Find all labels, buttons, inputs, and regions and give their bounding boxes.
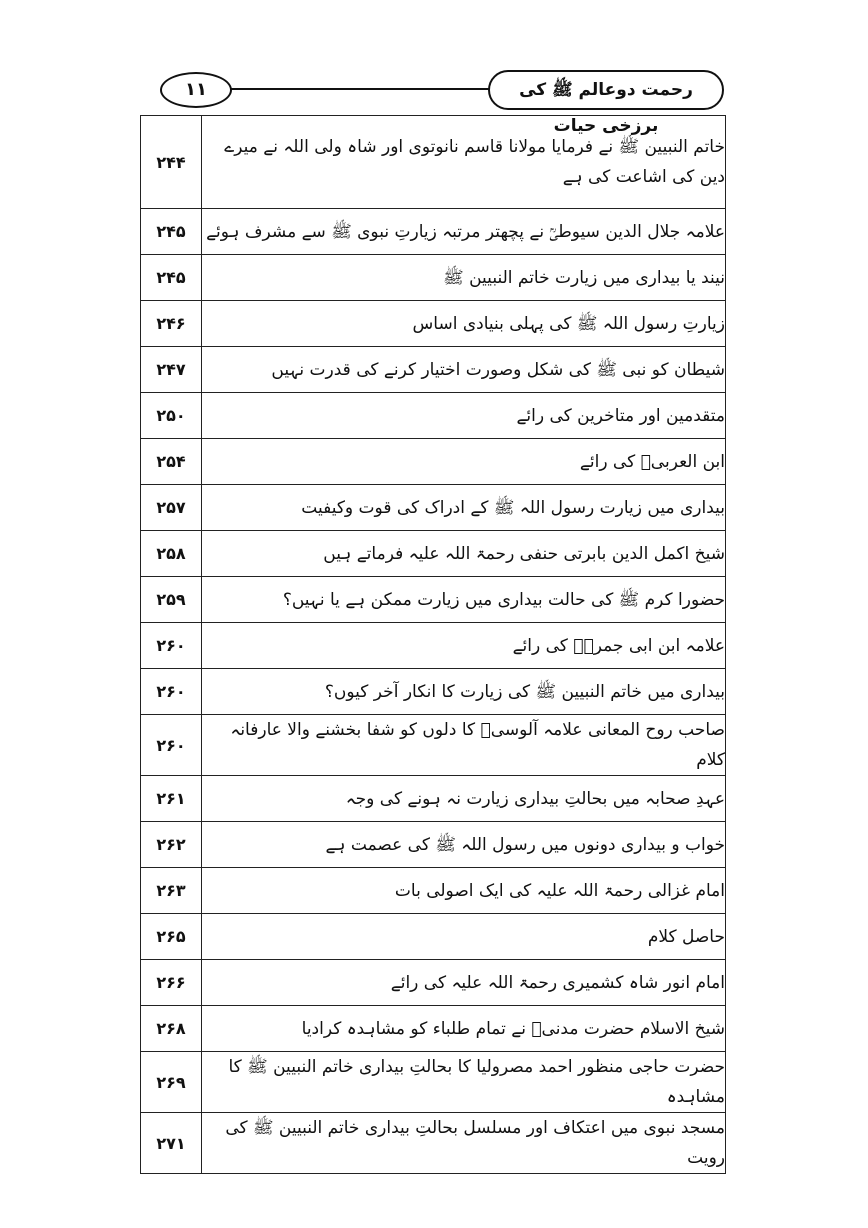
toc-entry-title: مسجد نبوی میں اعتکاف اور مسلسل بحالتِ بیداری خاتم النبیین ﷺ کی رویت — [202, 1113, 726, 1174]
toc-entry-title: شیخ اکمل الدین بابرتی حنفی رحمۃ اللہ علیہ فرماتے ہیں — [202, 531, 726, 577]
toc-entry-title: حضورا کرم ﷺ کی حالت بیداری میں زیارت ممکن ہے یا نہیں؟ — [202, 577, 726, 623]
toc-page-number: ۲۷۱ — [141, 1113, 202, 1174]
toc-row — [141, 1006, 726, 1052]
toc-row — [141, 577, 726, 623]
toc-row — [141, 531, 726, 577]
toc-page-number: ۲۶۱ — [141, 776, 202, 822]
toc-page-number: ۲۶۲ — [141, 822, 202, 868]
toc-row — [141, 822, 726, 868]
toc-page-number: ۲۴۶ — [141, 301, 202, 347]
toc-page-number: ۲۵۰ — [141, 393, 202, 439]
toc-row — [141, 715, 726, 776]
toc-entry-title: شیخ الاسلام حضرت مدنیؒ نے تمام طلباء کو مشاہدہ کرادیا — [202, 1006, 726, 1052]
toc-page-number: ۲۵۸ — [141, 531, 202, 577]
toc-row — [141, 623, 726, 669]
toc-entry-title: خواب و بیداری دونوں میں رسول اللہ ﷺ کی عصمت ہے — [202, 822, 726, 868]
toc-entry-title: امام انور شاہ کشمیری رحمۃ اللہ علیہ کی رائے — [202, 960, 726, 1006]
running-title: رحمت دوعالم ﷺ کی برزخی حیات — [488, 70, 724, 110]
toc-row — [141, 868, 726, 914]
toc-row — [141, 1052, 726, 1113]
toc-page-number: ۲۵۷ — [141, 485, 202, 531]
table-of-contents — [140, 115, 726, 1174]
toc-entry-title: متقدمین اور متاخرین کی رائے — [202, 393, 726, 439]
toc-row — [141, 209, 726, 255]
running-header — [140, 66, 730, 136]
toc-page-number: ۲۴۷ — [141, 347, 202, 393]
toc-entry-title: نیند یا بیداری میں زیارت خاتم النبیین ﷺ — [202, 255, 726, 301]
toc-page-number: ۲۶۸ — [141, 1006, 202, 1052]
toc-row — [141, 485, 726, 531]
toc-entry-title: صاحب روح المعانی علامہ آلوسیؒ کا دلوں کو شفا بخشنے والا عارفانہ کلام — [202, 715, 726, 776]
toc-entry-title: حاصل کلام — [202, 914, 726, 960]
toc-entry-title: بیداری میں زیارت رسول اللہ ﷺ کے ادراک کی قوت وکیفیت — [202, 485, 726, 531]
toc-page-number: ۲۶۳ — [141, 868, 202, 914]
toc-page-number: ۲۶۰ — [141, 623, 202, 669]
toc-page-number: ۲۶۶ — [141, 960, 202, 1006]
toc-page-number: ۲۴۵ — [141, 255, 202, 301]
page-number: ۱۱ — [160, 72, 232, 108]
toc-page-number: ۲۶۹ — [141, 1052, 202, 1113]
toc-row — [141, 1113, 726, 1174]
header-rule — [210, 88, 498, 90]
toc-page-number: ۲۶۰ — [141, 669, 202, 715]
toc-page-number: ۲۴۵ — [141, 209, 202, 255]
toc-row — [141, 255, 726, 301]
toc-page-number: ۲۵۹ — [141, 577, 202, 623]
toc-page-number: ۲۴۴ — [141, 116, 202, 209]
toc-row — [141, 776, 726, 822]
toc-entry-title: حضرت حاجی منظور احمد مصرولیا کا بحالتِ بیداری خاتم النبیین ﷺ کا مشاہدہ — [202, 1052, 726, 1113]
toc-entry-title: ابن العربیؒ کی رائے — [202, 439, 726, 485]
toc-entry-title: زیارتِ رسول اللہ ﷺ کی پہلی بنیادی اساس — [202, 301, 726, 347]
toc-row — [141, 393, 726, 439]
toc-page-number: ۲۶۵ — [141, 914, 202, 960]
toc-page-number: ۲۵۴ — [141, 439, 202, 485]
toc-row — [141, 301, 726, 347]
toc-entry-title: امام غزالی رحمۃ اللہ علیہ کی ایک اصولی بات — [202, 868, 726, 914]
toc-row — [141, 960, 726, 1006]
toc-entry-title: علامہ جلال الدین سیوطیؒ نے پچھتر مرتبہ زیارتِ نبوی ﷺ سے مشرف ہوئے — [202, 209, 726, 255]
toc-row — [141, 439, 726, 485]
toc-row — [141, 347, 726, 393]
toc-row — [141, 116, 726, 209]
toc-entry-title: عہدِ صحابہ میں بحالتِ بیداری زیارت نہ ہونے کی وجہ — [202, 776, 726, 822]
toc-page-number: ۲۶۰ — [141, 715, 202, 776]
toc-entry-title: شیطان کو نبی ﷺ کی شکل وصورت اختیار کرنے کی قدرت نہیں — [202, 347, 726, 393]
toc-row — [141, 669, 726, 715]
toc-entry-title: خاتم النبیین ﷺ نے فرمایا مولانا قاسم نانوتوی اور شاہ ولی اللہ نے میرے دین کی اشاعت کی ہے — [202, 116, 726, 209]
toc-entry-title: علامہ ابن ابی جمرہؒ کی رائے — [202, 623, 726, 669]
toc-entry-title: بیداری میں خاتم النبیین ﷺ کی زیارت کا انکار آخر کیوں؟ — [202, 669, 726, 715]
toc-row — [141, 914, 726, 960]
